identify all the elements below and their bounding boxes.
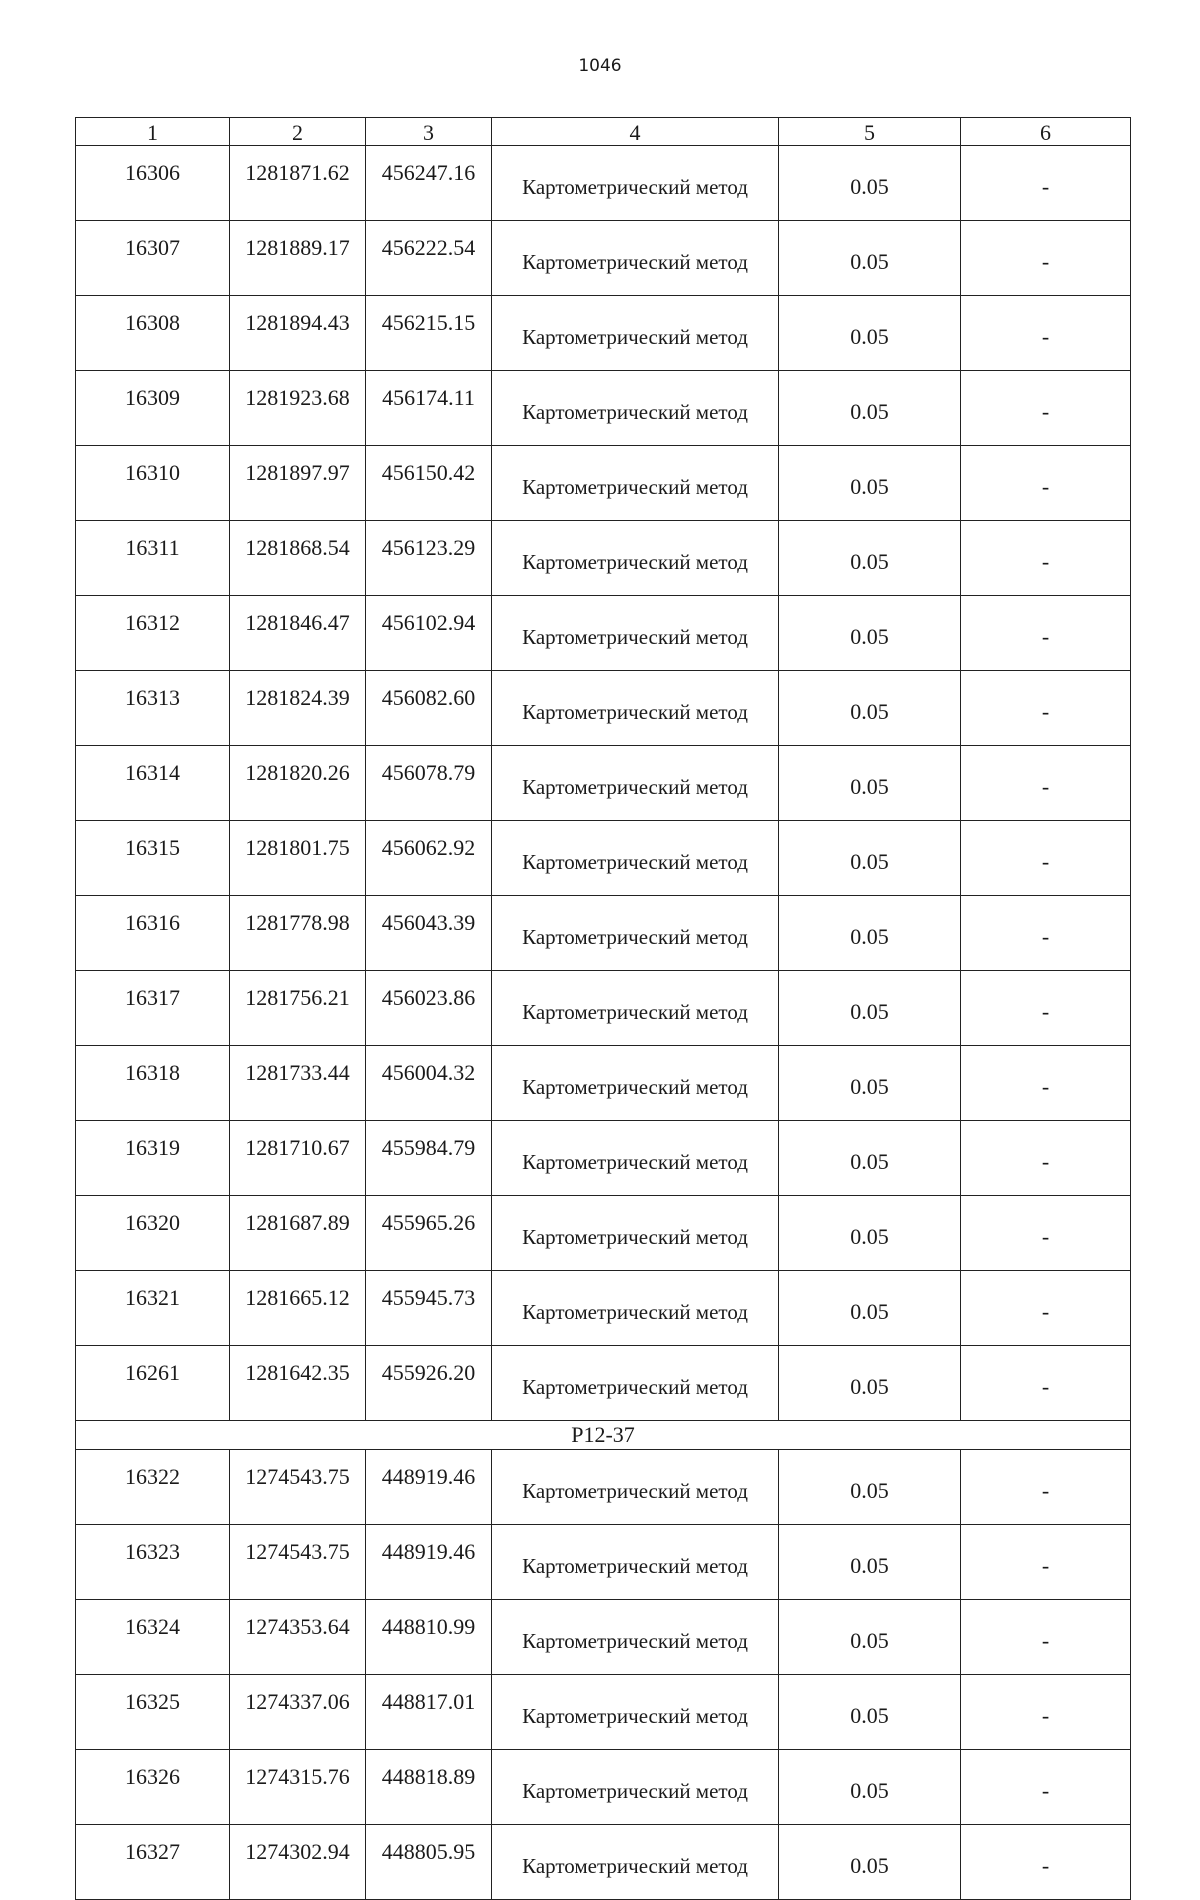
note-cell: - [961,1046,1131,1121]
note-cell: - [961,296,1131,371]
method-cell: Картометрический метод [492,1196,779,1271]
method-cell: Картометрический метод [492,821,779,896]
accuracy-cell: 0.05 [779,1196,961,1271]
y-coordinate-cell: 455926.20 [366,1346,492,1421]
accuracy-cell: 0.05 [779,671,961,746]
method-cell: Картометрический метод [492,971,779,1046]
note-cell: - [961,896,1131,971]
header-row [76,118,1131,146]
y-coordinate-cell: 456102.94 [366,596,492,671]
x-coordinate-cell: 1281756.21 [230,971,366,1046]
section-label: Р12-37 [76,1421,1131,1450]
method-cell: Картометрический метод [492,1121,779,1196]
y-coordinate-cell: 456123.29 [366,521,492,596]
note-cell: - [961,971,1131,1046]
method-cell: Картометрический метод [492,1271,779,1346]
method-cell: Картометрический метод [492,296,779,371]
y-coordinate-cell: 456062.92 [366,821,492,896]
point-number-cell: 16320 [76,1196,230,1271]
method-cell: Картометрический метод [492,146,779,221]
note-cell: - [961,1346,1131,1421]
x-coordinate-cell: 1281820.26 [230,746,366,821]
x-coordinate-cell: 1281897.97 [230,446,366,521]
method-cell: Картометрический метод [492,671,779,746]
x-coordinate-cell: 1274543.75 [230,1450,366,1525]
accuracy-cell: 0.05 [779,1675,961,1750]
method-cell: Картометрический метод [492,1346,779,1421]
y-coordinate-cell: 456150.42 [366,446,492,521]
point-number-cell: 16316 [76,896,230,971]
point-number-cell: 16327 [76,1825,230,1900]
method-cell: Картометрический метод [492,746,779,821]
table-row [76,821,1131,896]
accuracy-cell: 0.05 [779,1525,961,1600]
table-row [76,971,1131,1046]
coordinates-table [75,117,1131,1900]
accuracy-cell: 0.05 [779,371,961,446]
method-cell: Картометрический метод [492,1525,779,1600]
note-cell: - [961,1271,1131,1346]
table-row [76,221,1131,296]
table-row [76,1750,1131,1825]
table-row [76,371,1131,446]
accuracy-cell: 0.05 [779,1346,961,1421]
table-row [76,1271,1131,1346]
y-coordinate-cell: 448817.01 [366,1675,492,1750]
y-coordinate-cell: 448805.95 [366,1825,492,1900]
accuracy-cell: 0.05 [779,296,961,371]
y-coordinate-cell: 448810.99 [366,1600,492,1675]
point-number-cell: 16307 [76,221,230,296]
table-row [76,896,1131,971]
y-coordinate-cell: 455984.79 [366,1121,492,1196]
column-header-6: 6 [961,118,1131,146]
accuracy-cell: 0.05 [779,1271,961,1346]
y-coordinate-cell: 456004.32 [366,1046,492,1121]
point-number-cell: 16325 [76,1675,230,1750]
x-coordinate-cell: 1281665.12 [230,1271,366,1346]
x-coordinate-cell: 1281889.17 [230,221,366,296]
method-cell: Картометрический метод [492,596,779,671]
x-coordinate-cell: 1274315.76 [230,1750,366,1825]
point-number-cell: 16322 [76,1450,230,1525]
point-number-cell: 16318 [76,1046,230,1121]
table-row [76,1121,1131,1196]
column-header-5: 5 [779,118,961,146]
point-number-cell: 16319 [76,1121,230,1196]
note-cell: - [961,1600,1131,1675]
point-number-cell: 16310 [76,446,230,521]
note-cell: - [961,521,1131,596]
y-coordinate-cell: 456222.54 [366,221,492,296]
accuracy-cell: 0.05 [779,896,961,971]
point-number-cell: 16314 [76,746,230,821]
x-coordinate-cell: 1281710.67 [230,1121,366,1196]
y-coordinate-cell: 455945.73 [366,1271,492,1346]
point-number-cell: 16309 [76,371,230,446]
y-coordinate-cell: 456174.11 [366,371,492,446]
point-number-cell: 16313 [76,671,230,746]
x-coordinate-cell: 1281824.39 [230,671,366,746]
note-cell: - [961,371,1131,446]
x-coordinate-cell: 1274337.06 [230,1675,366,1750]
point-number-cell: 16306 [76,146,230,221]
x-coordinate-cell: 1281801.75 [230,821,366,896]
y-coordinate-cell: 456215.15 [366,296,492,371]
method-cell: Картометрический метод [492,1675,779,1750]
x-coordinate-cell: 1274543.75 [230,1525,366,1600]
x-coordinate-cell: 1281733.44 [230,1046,366,1121]
accuracy-cell: 0.05 [779,746,961,821]
y-coordinate-cell: 456082.60 [366,671,492,746]
accuracy-cell: 0.05 [779,446,961,521]
method-cell: Картометрический метод [492,1750,779,1825]
accuracy-cell: 0.05 [779,1046,961,1121]
accuracy-cell: 0.05 [779,1450,961,1525]
accuracy-cell: 0.05 [779,1750,961,1825]
x-coordinate-cell: 1281894.43 [230,296,366,371]
accuracy-cell: 0.05 [779,971,961,1046]
accuracy-cell: 0.05 [779,221,961,296]
accuracy-cell: 0.05 [779,1600,961,1675]
method-cell: Картометрический метод [492,1825,779,1900]
note-cell: - [961,1450,1131,1525]
method-cell: Картометрический метод [492,446,779,521]
method-cell: Картометрический метод [492,1600,779,1675]
y-coordinate-cell: 448919.46 [366,1450,492,1525]
note-cell: - [961,446,1131,521]
accuracy-cell: 0.05 [779,821,961,896]
section-row [76,1421,1131,1450]
method-cell: Картометрический метод [492,896,779,971]
y-coordinate-cell: 448919.46 [366,1525,492,1600]
method-cell: Картометрический метод [492,221,779,296]
point-number-cell: 16312 [76,596,230,671]
y-coordinate-cell: 448818.89 [366,1750,492,1825]
point-number-cell: 16321 [76,1271,230,1346]
point-number-cell: 16261 [76,1346,230,1421]
y-coordinate-cell: 456043.39 [366,896,492,971]
x-coordinate-cell: 1281868.54 [230,521,366,596]
point-number-cell: 16317 [76,971,230,1046]
x-coordinate-cell: 1281778.98 [230,896,366,971]
accuracy-cell: 0.05 [779,521,961,596]
table-row [76,1600,1131,1675]
point-number-cell: 16326 [76,1750,230,1825]
x-coordinate-cell: 1281846.47 [230,596,366,671]
table-row [76,296,1131,371]
note-cell: - [961,146,1131,221]
y-coordinate-cell: 456023.86 [366,971,492,1046]
table-row [76,671,1131,746]
note-cell: - [961,1750,1131,1825]
table-row [76,596,1131,671]
x-coordinate-cell: 1274353.64 [230,1600,366,1675]
note-cell: - [961,671,1131,746]
note-cell: - [961,1825,1131,1900]
y-coordinate-cell: 456078.79 [366,746,492,821]
table-row [76,746,1131,821]
note-cell: - [961,596,1131,671]
column-header-2: 2 [230,118,366,146]
column-header-3: 3 [366,118,492,146]
note-cell: - [961,821,1131,896]
table-row [76,1825,1131,1900]
method-cell: Картометрический метод [492,371,779,446]
note-cell: - [961,221,1131,296]
point-number-cell: 16315 [76,821,230,896]
y-coordinate-cell: 455965.26 [366,1196,492,1271]
point-number-cell: 16311 [76,521,230,596]
accuracy-cell: 0.05 [779,146,961,221]
note-cell: - [961,1196,1131,1271]
point-number-cell: 16323 [76,1525,230,1600]
method-cell: Картометрический метод [492,1046,779,1121]
method-cell: Картометрический метод [492,521,779,596]
column-header-1: 1 [76,118,230,146]
x-coordinate-cell: 1281923.68 [230,371,366,446]
note-cell: - [961,746,1131,821]
method-cell: Картометрический метод [492,1450,779,1525]
table-row [76,521,1131,596]
point-number-cell: 16324 [76,1600,230,1675]
table-row [76,1196,1131,1271]
table-row [76,1346,1131,1421]
table-row [76,1450,1131,1525]
y-coordinate-cell: 456247.16 [366,146,492,221]
table-row [76,1675,1131,1750]
x-coordinate-cell: 1281687.89 [230,1196,366,1271]
table-row [76,1046,1131,1121]
note-cell: - [961,1121,1131,1196]
table-row [76,1525,1131,1600]
table-body [76,146,1131,1900]
column-header-4: 4 [492,118,779,146]
x-coordinate-cell: 1281642.35 [230,1346,366,1421]
note-cell: - [961,1525,1131,1600]
note-cell: - [961,1675,1131,1750]
accuracy-cell: 0.05 [779,1121,961,1196]
x-coordinate-cell: 1274302.94 [230,1825,366,1900]
table-row [76,146,1131,221]
x-coordinate-cell: 1281871.62 [230,146,366,221]
accuracy-cell: 0.05 [779,596,961,671]
table-row [76,446,1131,521]
point-number-cell: 16308 [76,296,230,371]
page-number: 1046 [578,56,622,76]
accuracy-cell: 0.05 [779,1825,961,1900]
